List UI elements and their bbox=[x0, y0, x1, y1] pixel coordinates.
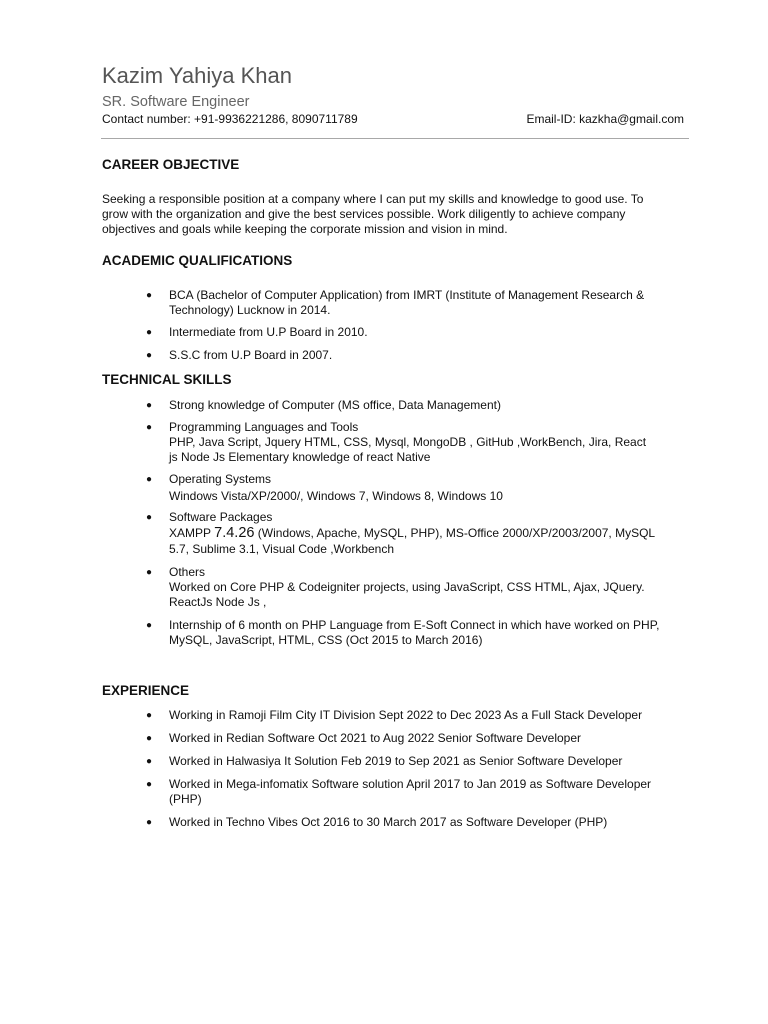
list-item: ● Worked in Mega-infomatix Software solution April 2017 to Jan 2019 as Software Developer (PHP) bbox=[146, 777, 652, 806]
bullet-icon: ● bbox=[146, 779, 153, 790]
bullet-icon: ● bbox=[146, 567, 153, 578]
list-item: ● Internship of 6 month on PHP Language from E-Soft Connect in which have worked on PHP, MySQL, JavaScript, HTML, CSS (Oct 2015 to March 2016) bbox=[146, 618, 660, 647]
objective-line: objectives and goals while keeping the corporate mission and vision in mind. bbox=[102, 222, 508, 236]
bullet-icon: ● bbox=[146, 350, 153, 361]
bullet-icon: ● bbox=[146, 512, 153, 523]
bullet-icon: ● bbox=[146, 620, 153, 631]
skills-list bbox=[0, 472, 768, 504]
bullet-icon: ● bbox=[146, 756, 153, 767]
list-item: ● Worked in Techno Vibes Oct 2016 to 30 March 2017 as Software Developer (PHP) bbox=[146, 815, 608, 829]
list-item: ● Operating Systems Windows Vista/XP/2000/, Windows 7, Windows 8, Windows 10 bbox=[146, 472, 503, 503]
bullet-icon: ● bbox=[146, 400, 153, 411]
bullet-icon: ● bbox=[146, 422, 153, 433]
academic-list bbox=[0, 288, 768, 363]
list-item: ● Working in Ramoji Film City IT Division Sept 2022 to Dec 2023 As a Full Stack Developer bbox=[146, 708, 643, 722]
career-objective-text bbox=[102, 192, 687, 237]
xampp-version: 7.4.26 bbox=[214, 525, 255, 541]
email-address: Email-ID: kazkha@gmail.com bbox=[526, 112, 684, 126]
bullet-icon: ● bbox=[146, 474, 153, 485]
list-item: ● Worked in Redian Software Oct 2021 to Aug 2022 Senior Software Developer bbox=[146, 731, 582, 745]
list-item: ● Programming Languages and Tools PHP, Java Script, Jquery HTML, CSS, Mysql, MongoDB , GitHub ,WorkBench, Jira, React js Node Js Elementary knowledge of react Native bbox=[146, 420, 647, 464]
career-objective-heading: CAREER OBJECTIVE bbox=[102, 157, 240, 172]
objective-line: Seeking a responsible position at a company where I can put my skills and knowledge to good use. To bbox=[102, 192, 644, 206]
bullet-icon: ● bbox=[146, 710, 153, 721]
skills-list bbox=[0, 398, 768, 413]
experience-heading: EXPERIENCE bbox=[102, 683, 190, 698]
skills-list bbox=[0, 618, 768, 648]
list-item: ● BCA (Bachelor of Computer Application) from IMRT (Institute of Management Research & Technology) Lucknow in 2014. bbox=[146, 288, 645, 317]
list-item: ● Intermediate from U.P Board in 2010. bbox=[146, 325, 368, 339]
bullet-icon: ● bbox=[146, 327, 153, 338]
contact-number: Contact number: +91-9936221286, 8090711789 bbox=[102, 112, 358, 126]
list-item: ● Worked in Halwasiya It Solution Feb 2019 to Sep 2021 as Senior Software Developer bbox=[146, 754, 623, 768]
contact-row bbox=[102, 112, 684, 126]
list-item: ● S.S.C from U.P Board in 2007. bbox=[146, 348, 333, 362]
experience-list bbox=[0, 708, 768, 830]
list-item: ● Strong knowledge of Computer (MS office, Data Management) bbox=[146, 398, 501, 412]
header-divider bbox=[101, 138, 689, 139]
list-item: ● Others Worked on Core PHP & Codeigniter projects, using JavaScript, CSS HTML, Ajax, JQuery. ReactJs Node Js , bbox=[146, 565, 645, 609]
job-title: SR. Software Engineer bbox=[102, 94, 250, 110]
bullet-icon: ● bbox=[146, 817, 153, 828]
candidate-name: Kazim Yahiya Khan bbox=[102, 63, 292, 88]
technical-skills-heading: TECHNICAL SKILLS bbox=[102, 372, 232, 387]
skills-list bbox=[0, 565, 768, 610]
skills-list bbox=[0, 420, 768, 465]
academic-heading: ACADEMIC QUALIFICATIONS bbox=[102, 253, 293, 268]
bullet-icon: ● bbox=[146, 733, 153, 744]
list-item: ● Software Packages XAMPP 7.4.26 (Windows, Apache, MySQL, PHP), MS-Office 2000/XP/2003/2007, MySQL 5.7, Sublime 3.1, Visual Code ,Workbench bbox=[0, 510, 768, 557]
software-packages-line: XAMPP 7.4.26 (Windows, Apache, MySQL, PHP), MS-Office 2000/XP/2003/2007, MySQL bbox=[169, 525, 656, 541]
objective-line: grow with the organization and give the best services possible. Work diligently to achieve company bbox=[102, 207, 626, 221]
bullet-icon: ● bbox=[146, 290, 153, 301]
skills-list bbox=[0, 510, 768, 557]
